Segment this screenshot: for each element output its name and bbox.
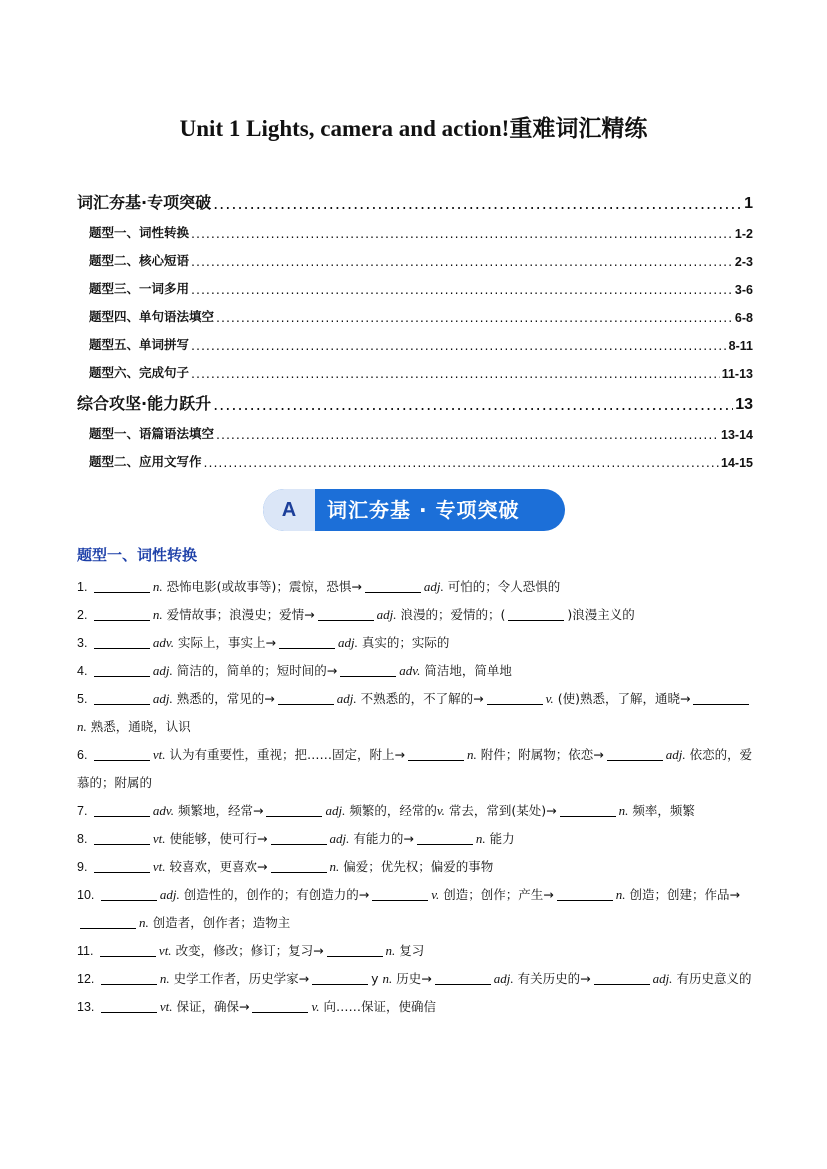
toc-entry-page: 1 [744,195,753,212]
toc-entry-page: 14-15 [721,456,753,470]
part-of-speech: n. [159,971,170,986]
answer-blank[interactable] [408,746,464,761]
exercise-number: 2. [77,608,91,622]
answer-blank[interactable] [266,802,322,817]
answer-blank[interactable] [94,606,150,621]
exercise-text: 附件；附属物；依恋→ [480,747,604,762]
toc-leader-dots [216,427,719,442]
exercise-text: 频率，频繁 [632,803,695,818]
answer-blank[interactable] [101,998,157,1013]
part-of-speech: v. [436,803,445,818]
part-of-speech: n. [615,887,626,902]
answer-blank[interactable] [279,634,335,649]
toc-entry[interactable] [77,414,753,442]
part-of-speech: n. [618,803,629,818]
part-of-speech: v. [431,887,440,902]
answer-blank[interactable] [417,830,473,845]
toc-entry[interactable] [77,297,753,325]
part-of-speech: adj. [152,691,173,706]
answer-blank[interactable] [365,578,421,593]
exercise-text: 认为有重要性，重视；把……固定，附上→ [169,747,406,762]
part-of-speech: n. [382,971,393,986]
answer-blank[interactable] [94,578,150,593]
answer-blank[interactable] [487,690,543,705]
section-banner [263,489,565,531]
toc-entry-label: 词汇夯基·专项突破 [77,193,212,212]
exercise-item [77,741,753,797]
toc-entry-label: 题型五、单词拼写 [89,337,190,352]
exercise-number: 10. [77,888,98,902]
toc-entry-page: 11-13 [721,367,753,381]
toc-entry[interactable] [77,381,753,414]
exercise-item [77,657,753,685]
exercise-number: 4. [77,664,91,678]
part-of-speech: adj. [159,887,180,902]
exercise-text: 简洁的，简单的；短时间的→ [176,663,338,678]
exercise-text: 实际上，事实上→ [177,635,276,650]
part-of-speech: n. [475,831,486,846]
exercise-text: 频繁的，经常的 [349,803,437,818]
answer-blank[interactable] [508,606,564,621]
toc-entry-page: 3-6 [734,283,753,297]
exercise-item [77,993,753,1021]
answer-blank[interactable] [372,886,428,901]
exercise-text: 创造；创建；作品→ [629,887,740,902]
section-title: 题型一、词性转换 [77,546,198,564]
part-of-speech: v. [311,999,320,1014]
exercise-text: 使能够，使可行→ [169,831,268,846]
page-title: Unit 1 Lights, camera and action!重难词汇精练 [179,116,648,141]
exercise-text: 熟悉，通晓，认识 [90,719,191,734]
exercise-text: 有能力的→ [353,831,414,846]
toc-entry-label: 题型六、完成句子 [89,365,190,380]
answer-blank[interactable] [271,858,327,873]
exercise-item [77,685,753,741]
toc-entry-page: 1-2 [734,227,753,241]
part-of-speech: vt. [158,943,172,958]
exercise-text: 较喜欢，更喜欢→ [169,859,268,874]
answer-blank[interactable] [94,746,150,761]
part-of-speech: adj. [665,747,686,762]
toc-entry[interactable] [77,442,753,470]
part-of-speech: n. [329,859,340,874]
exercise-number: 8. [77,832,91,846]
part-of-speech: v. [545,691,554,706]
toc-entry-page: 13 [735,396,753,413]
answer-blank[interactable] [252,998,308,1013]
exercise-text: 史学工作者，历史学家→ [173,971,310,986]
exercise-item [77,601,753,629]
part-of-speech: vt. [152,859,166,874]
toc-entry-label: 题型二、核心短语 [89,253,190,268]
part-of-speech: adj. [337,635,358,650]
toc-entry-page: 13-14 [721,428,753,442]
table-of-contents [77,180,753,470]
exercise-number: 5. [77,692,91,706]
exercise-text: 常去，常到(某处)→ [448,803,557,818]
exercise-item [77,573,753,601]
exercise-text: y [371,971,383,986]
part-of-speech: adj. [152,663,173,678]
toc-leader-dots [216,310,733,325]
part-of-speech: adv. [399,663,421,678]
toc-leader-dots [213,194,742,213]
answer-blank[interactable] [94,802,150,817]
part-of-speech: adv. [152,635,174,650]
toc-leader-dots [213,395,733,414]
exercise-item [77,629,753,657]
part-of-speech: adj. [336,691,357,706]
exercise-text: 爱情故事；浪漫史；爱情→ [166,607,315,622]
exercise-item [77,853,753,881]
exercise-number: 1. [77,580,91,594]
exercise-number: 9. [77,860,91,874]
toc-leader-dots [191,338,727,353]
exercise-text: )浪漫主义的 [567,607,635,622]
exercise-text: 浪漫的；爱情的；( [400,607,506,622]
answer-blank[interactable] [693,690,749,705]
answer-blank[interactable] [94,690,150,705]
part-of-speech: adj. [376,607,397,622]
answer-blank[interactable] [101,886,157,901]
exercise-text: 偏爱；优先权；偏爱的事物 [343,859,494,874]
toc-entry[interactable] [77,353,753,381]
exercise-item [77,965,753,993]
part-of-speech: vt. [152,831,166,846]
exercise-number: 12. [77,972,98,986]
exercise-text: 熟悉的，常见的→ [176,691,275,706]
answer-blank[interactable] [278,690,334,705]
exercise-text: 保证，确保→ [176,999,250,1014]
toc-entry[interactable] [77,180,753,213]
exercise-text: 创造者，创作者；造物主 [152,915,291,930]
answer-blank[interactable] [94,634,150,649]
toc-entry-page: 8-11 [728,339,753,353]
exercise-item [77,797,753,825]
answer-blank[interactable] [94,662,150,677]
part-of-speech: vt. [152,747,166,762]
toc-entry[interactable] [77,213,753,241]
exercise-text: 可怕的；令人恐惧的 [447,579,561,594]
part-of-speech: n. [467,747,477,762]
part-of-speech: adj. [423,579,444,594]
toc-entry-page: 6-8 [734,311,753,325]
toc-entry[interactable] [77,269,753,297]
exercise-text: 向……保证，使确信 [323,999,437,1014]
banner-badge: A [263,489,315,531]
exercise-number: 6. [77,748,91,762]
toc-entry-page: 2-3 [734,255,753,269]
exercise-text: 改变，修改；修订；复习→ [175,943,324,958]
answer-blank[interactable] [271,830,327,845]
exercise-text: 复习 [399,943,425,958]
part-of-speech: n. [139,915,149,930]
answer-blank[interactable] [94,830,150,845]
exercise-text: 依恋的，爱慕的；附属的 [77,747,753,790]
toc-entry[interactable] [77,241,753,269]
exercise-text: 创造性的，创作的；有创造力的→ [183,887,370,902]
toc-entry-label: 题型一、词性转换 [89,225,190,240]
part-of-speech: n. [152,579,163,594]
part-of-speech: vt. [159,999,173,1014]
exercise-number: 11. [77,944,97,958]
exercise-text: 创造；创作；产生→ [443,887,554,902]
exercise-text: 不熟悉的，不了解的→ [360,691,484,706]
exercise-text: 有关历史的→ [517,971,591,986]
answer-blank[interactable] [80,914,136,929]
toc-entry-label: 题型三、一词多用 [89,281,190,296]
exercise-text: 历史→ [396,971,432,986]
exercise-item [77,937,753,965]
answer-blank[interactable] [327,942,383,957]
part-of-speech: adj. [652,971,673,986]
toc-leader-dots [191,226,733,241]
exercise-text: 频繁地，经常→ [177,803,264,818]
part-of-speech: adj. [325,803,346,818]
toc-entry[interactable] [77,325,753,353]
toc-leader-dots [191,254,733,269]
exercise-text: (使)熟悉，了解，通晓→ [557,691,691,706]
answer-blank[interactable] [101,970,157,985]
part-of-speech: adv. [152,803,174,818]
exercise-text: 真实的；实际的 [361,635,450,650]
exercise-text: 恐怖电影(或故事等)；震惊，恐惧→ [166,579,362,594]
toc-leader-dots [191,282,733,297]
exercise-item [77,825,753,853]
exercise-number: 7. [77,804,91,818]
answer-blank[interactable] [312,970,368,985]
answer-blank[interactable] [435,970,491,985]
answer-blank[interactable] [94,858,150,873]
part-of-speech: n. [385,943,396,958]
part-of-speech: n. [77,719,87,734]
answer-blank[interactable] [594,970,650,985]
exercise-text: 简洁地，简单地 [424,663,512,678]
answer-blank[interactable] [607,746,663,761]
answer-blank[interactable] [100,942,156,957]
exercise-list [77,573,753,1021]
answer-blank[interactable] [318,606,374,621]
part-of-speech: n. [152,607,163,622]
toc-entry-label: 题型四、单句语法填空 [89,309,215,324]
exercise-number: 3. [77,636,91,650]
toc-leader-dots [204,455,720,470]
answer-blank[interactable] [560,802,616,817]
part-of-speech: adj. [493,971,514,986]
answer-blank[interactable] [340,662,396,677]
toc-entry-label: 题型一、语篇语法填空 [89,426,215,441]
toc-entry-label: 综合攻坚·能力跃升 [77,394,212,413]
exercise-number: 13. [77,1000,98,1014]
toc-leader-dots [191,366,720,381]
part-of-speech: adj. [329,831,350,846]
exercise-text: 有历史意义的 [676,971,752,986]
answer-blank[interactable] [557,886,613,901]
exercise-item [77,881,753,937]
toc-entry-label: 题型二、应用文写作 [89,454,202,469]
banner-text: 词汇夯基 · 专项突破 [327,498,520,522]
exercise-text: 能力 [489,831,515,846]
